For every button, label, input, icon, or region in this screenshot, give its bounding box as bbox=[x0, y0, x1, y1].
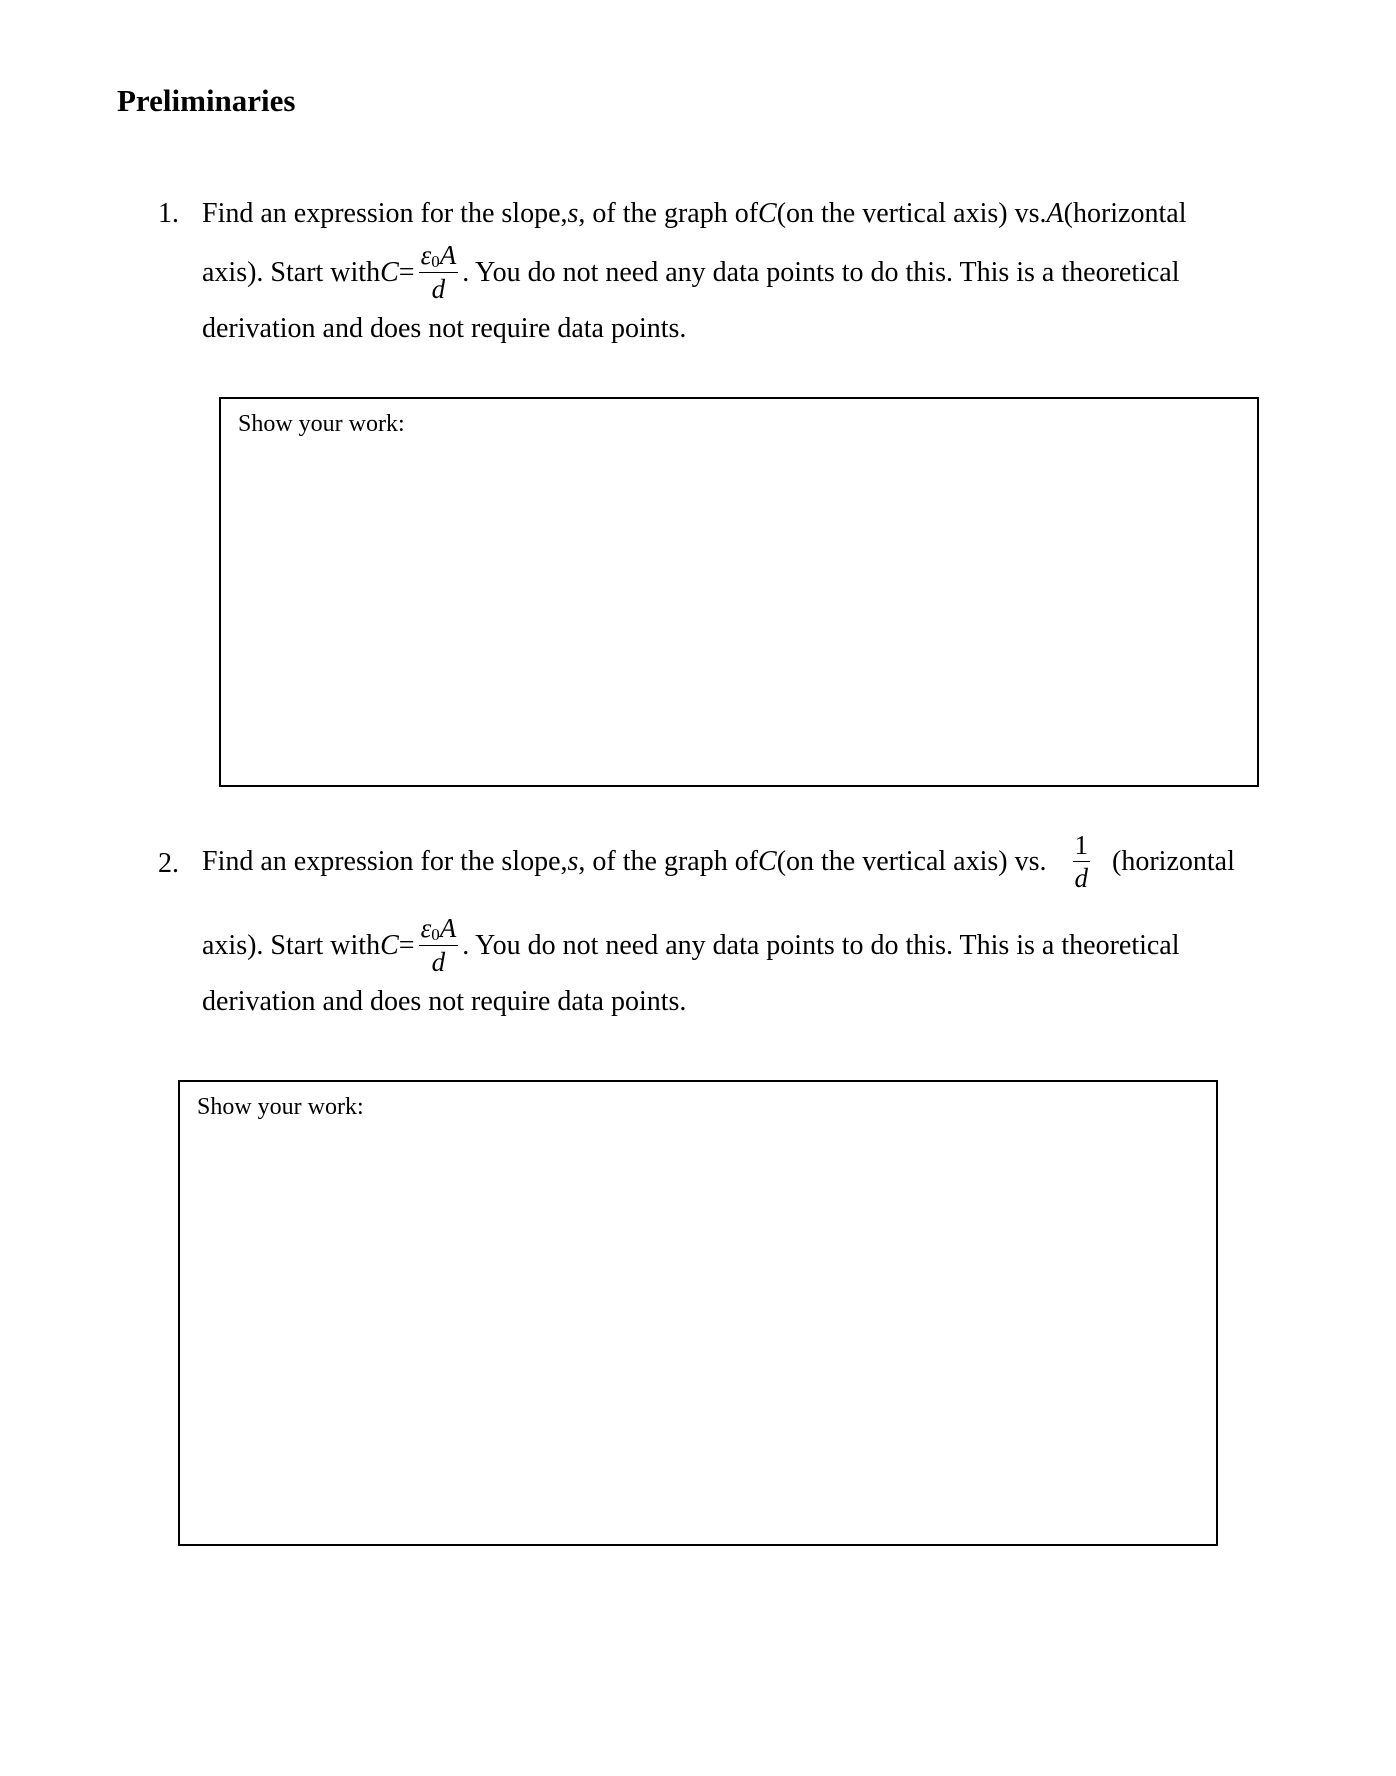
question-2-text: (on the vertical axis) vs. bbox=[776, 846, 1047, 877]
question-2-number: 2. bbox=[158, 848, 179, 879]
question-2-text: , of the graph of bbox=[578, 846, 759, 877]
question-2-line-2 bbox=[202, 915, 1232, 976]
question-1-number: 1. bbox=[158, 198, 179, 229]
question-1-text: Find an expression for the slope, bbox=[202, 198, 568, 229]
question-2-text: axis). Start with bbox=[202, 929, 381, 961]
variable-c: C bbox=[380, 929, 399, 961]
question-2-text: Find an expression for the slope, bbox=[202, 846, 568, 877]
equals-sign: = bbox=[398, 929, 415, 961]
question-1-text: axis). Start with bbox=[202, 256, 381, 288]
capacitance-fraction bbox=[419, 242, 459, 303]
question-2-line-3: derivation and does not require data points. bbox=[202, 986, 687, 1017]
variable-a: A bbox=[1046, 198, 1064, 229]
epsilon-subscript: 0 bbox=[431, 252, 440, 271]
fraction-numerator bbox=[419, 915, 459, 945]
variable-a: A bbox=[439, 240, 457, 270]
work-box-2[interactable] bbox=[178, 1080, 1218, 1546]
variable-s: s bbox=[567, 198, 579, 229]
epsilon-symbol: ε bbox=[420, 240, 432, 270]
variable-c: C bbox=[758, 846, 777, 877]
work-box-label: Show your work: bbox=[197, 1094, 364, 1120]
question-1-line-2 bbox=[202, 242, 1232, 303]
work-box-1[interactable] bbox=[219, 397, 1259, 787]
question-2-text: . You do not need any data points to do this. This is a theoretical bbox=[462, 929, 1180, 961]
question-1-text: , of the graph of bbox=[578, 198, 759, 229]
question-2-text: (horizontal bbox=[1112, 846, 1235, 877]
work-box-label: Show your work: bbox=[238, 411, 405, 437]
page-title: Preliminaries bbox=[117, 83, 296, 118]
question-1-text: (horizontal bbox=[1063, 198, 1187, 229]
question-1-text: (on the vertical axis) vs. bbox=[776, 198, 1047, 229]
reciprocal-d-fraction bbox=[1073, 832, 1091, 892]
variable-c: C bbox=[758, 198, 777, 229]
capacitance-fraction bbox=[419, 915, 459, 976]
question-1-line-3: derivation and does not require data points. bbox=[202, 313, 687, 344]
epsilon-symbol: ε bbox=[420, 913, 432, 943]
variable-a: A bbox=[439, 913, 457, 943]
equals-sign: = bbox=[398, 256, 415, 288]
variable-c: C bbox=[380, 256, 399, 288]
question-1-text: . You do not need any data points to do this. This is a theoretical bbox=[462, 256, 1180, 288]
variable-s: s bbox=[567, 846, 579, 877]
fraction-denominator: d bbox=[431, 947, 446, 977]
fraction-numerator bbox=[419, 242, 459, 272]
fraction-denominator: d bbox=[431, 274, 446, 304]
question-2-line-1 bbox=[202, 830, 1235, 893]
fraction-numerator: 1 bbox=[1074, 830, 1089, 860]
epsilon-subscript: 0 bbox=[431, 925, 440, 944]
fraction-denominator: d bbox=[1074, 863, 1089, 893]
question-1-line-1 bbox=[202, 198, 1232, 230]
